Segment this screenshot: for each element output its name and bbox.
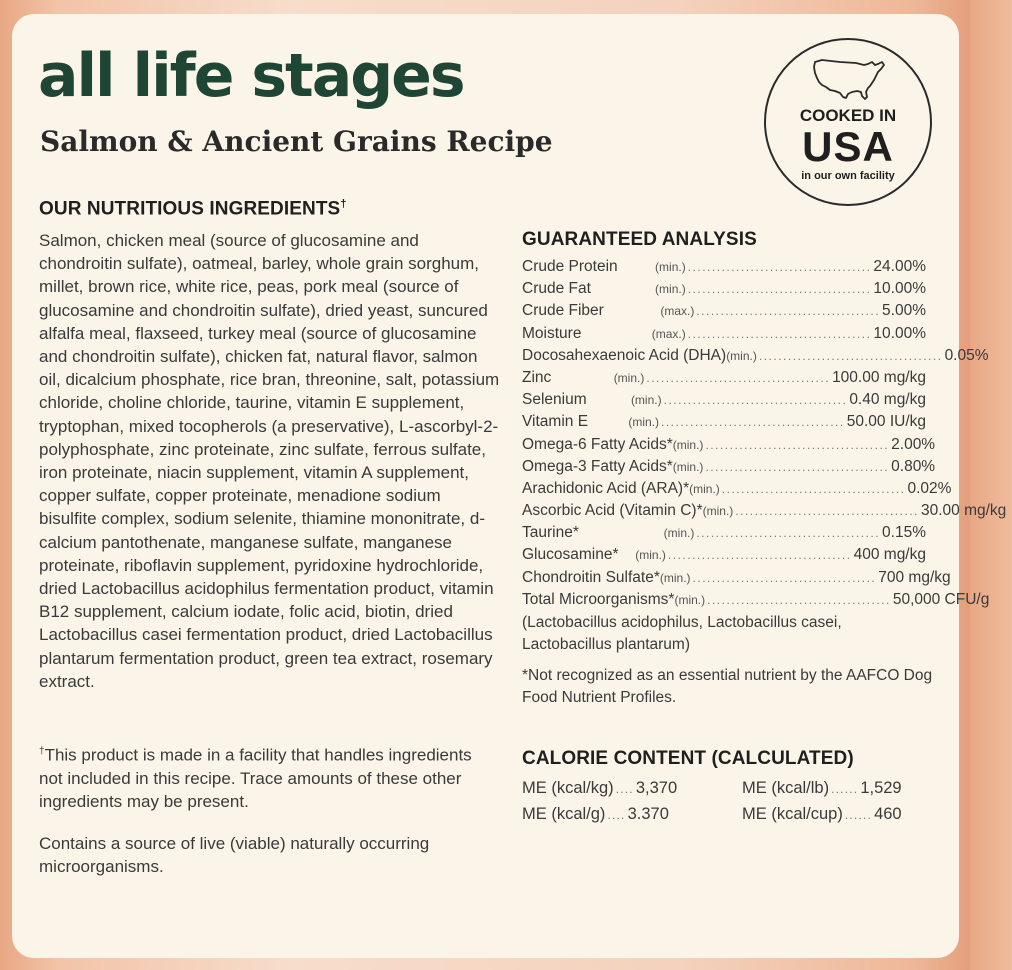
nutrient-value: 0.40 mg/kg — [849, 391, 926, 409]
analysis-row — [522, 258, 932, 280]
analysis-row — [522, 369, 932, 391]
leader-dots: ...................................... — [705, 459, 890, 474]
microorganisms-note: (Lactobacillus acidophilus, Lactobacillus casei, Lactobacillus plantarum) — [522, 614, 842, 653]
aafco-note: *Not recognized as an essential nutrient by the AAFCO Dog Food Nutrient Profiles. — [522, 667, 933, 706]
nutrient-value: 700 mg/kg — [878, 568, 951, 586]
recipe-subtitle: Salmon & Ancient Grains Recipe — [40, 125, 553, 158]
ingredients-heading — [39, 198, 347, 220]
nutrient-value: 10.00% — [873, 324, 926, 342]
leader-dots: ...................................... — [663, 393, 848, 408]
leader-dots: .... — [615, 782, 634, 796]
probiotic-note: Contains a source of live (viable) naturally occurring microorganisms. — [39, 834, 430, 877]
leader-dots: ...................................... — [687, 260, 872, 274]
nutrient-qualifier: (min.) — [663, 526, 695, 541]
leader-dots: ...................................... — [692, 570, 877, 585]
nutrient-value: 0.02% — [907, 479, 952, 497]
nutrient-name: Total Microorganisms* — [522, 590, 675, 608]
calorie-table — [522, 779, 932, 831]
nutrient-qualifier: (max.) — [660, 304, 695, 319]
calorie-label: ME (kcal/kg) — [522, 779, 614, 797]
dagger-mark: † — [39, 746, 45, 757]
analysis-row — [522, 435, 936, 458]
analysis-row — [522, 546, 932, 568]
nutrient-name: Glucosamine* — [522, 546, 619, 564]
calorie-value: 3,370 — [635, 779, 678, 797]
nutrient-qualifier: (min.) — [672, 437, 704, 452]
analysis-row — [522, 302, 932, 324]
leader-dots: ...................................... — [661, 415, 845, 430]
nutrient-name: Chondroitin Sulfate* — [522, 568, 660, 586]
leader-dots: ...................................... — [696, 526, 881, 541]
cooked-in-usa-badge — [764, 38, 932, 206]
nutrient-value: 30.00 mg/kg — [920, 502, 1007, 520]
analysis-row — [522, 280, 932, 302]
calorie-cell — [522, 805, 742, 831]
leader-dots: ...................................... — [687, 326, 872, 341]
ingredients-heading-text: OUR NUTRITIOUS INGREDIENTS — [39, 198, 341, 220]
leader-dots: .... — [607, 808, 626, 822]
leader-dots: ...................................... — [696, 304, 881, 319]
nutrient-value: 10.00% — [873, 280, 926, 298]
nutrient-name: Zinc — [522, 368, 552, 386]
leader-dots: ...................................... — [707, 592, 891, 607]
calorie-value: 460 — [874, 805, 902, 823]
analysis-row — [522, 502, 1007, 524]
nutrient-qualifier: (min.) — [635, 548, 666, 563]
calorie-label: ME (kcal/cup) — [742, 805, 843, 823]
calorie-cell — [742, 779, 932, 805]
nutrient-qualifier: (min.) — [672, 459, 704, 474]
calorie-heading: CALORIE CONTENT (CALCULATED) — [522, 748, 854, 769]
calorie-cell — [522, 779, 742, 805]
page-title: all life stages — [38, 41, 464, 111]
nutrient-qualifier: (min.) — [674, 592, 706, 607]
analysis-row — [522, 590, 990, 613]
nutrient-qualifier: (min.) — [702, 504, 734, 519]
calorie-label: ME (kcal/lb) — [742, 779, 830, 797]
leader-dots: ...................................... — [735, 504, 919, 519]
nutrient-qualifier: (min.) — [689, 481, 720, 496]
leader-dots: ...................................... — [646, 370, 831, 385]
leader-dots: ...... — [831, 782, 859, 796]
nutrient-value: 5.00% — [882, 302, 926, 320]
nutrient-name: Vitamin E — [522, 413, 589, 431]
nutrient-value: 0.80% — [891, 457, 936, 475]
leader-dots: ...................................... — [687, 282, 872, 297]
analysis-row — [522, 524, 932, 546]
nutrient-name: Omega-6 Fatty Acids* — [522, 435, 673, 453]
analysis-row — [522, 568, 951, 591]
facility-note — [39, 740, 489, 813]
analysis-heading: GUARANTEED ANALYSIS — [522, 229, 757, 250]
leader-dots: ...................................... — [705, 437, 890, 452]
analysis-row — [522, 391, 932, 413]
analysis-row — [522, 346, 989, 369]
nutrient-value: 50,000 CFU/g — [892, 590, 990, 608]
leader-dots: ...................................... — [758, 348, 943, 363]
nutrient-name: Omega-3 Fatty Acids* — [522, 457, 673, 475]
nutrient-qualifier: (max.) — [651, 326, 686, 341]
nutrient-name: Crude Fiber — [522, 302, 604, 320]
nutrient-name: Crude Protein — [522, 258, 618, 275]
nutrient-qualifier: (min.) — [613, 370, 645, 385]
calorie-value: 1,529 — [860, 779, 902, 797]
calorie-cell — [742, 805, 932, 831]
calorie-value: 3.370 — [627, 805, 669, 823]
usa-map-icon — [812, 56, 888, 102]
analysis-row — [522, 413, 932, 435]
nutrient-qualifier: (min.) — [655, 260, 686, 274]
nutrient-name: Selenium — [522, 391, 587, 409]
analysis-row — [522, 325, 932, 347]
leader-dots: ...................................... — [667, 548, 852, 563]
nutrient-value: 50.00 IU/kg — [846, 413, 926, 431]
guaranteed-analysis-table — [522, 258, 1007, 613]
calorie-row — [522, 805, 932, 831]
leader-dots: ...... — [844, 808, 873, 822]
nutrient-qualifier: (min.) — [659, 570, 691, 585]
ingredients-list: Salmon, chicken meal (source of glucosamine and chondroitin sulfate), oatmeal, barley, whole grain sorghum, millet, brown rice, white rice, peas, pork meal (source of glucosamine and chondroitin sulfate), dried yeast, suncured alfalfa meal, flaxseed, turkey meal (source of glucosamine and chondroitin sulfate), chicken fat, natural flavor, salmon oil, dicalcium phosphate, rice bran, threonine, salt, potassium chloride, choline chloride, taurine, vitamin E supplement, tryptophan, mixed tocopherols (a preservative), L-ascorbyl-2-polyphosphate, zinc proteinate, zinc sulfate, ferrous sulfate, iron proteinate, niacin supplement, vitamin A supplement, copper sulfate, copper proteinate, menadione sodium bisulfite complex, sodium selenite, thiamine mononitrate, d-calcium pantothenate, manganese sulfate, manganese proteinate, riboflavin supplement, pyridoxine hydrochloride, dried Lactobacillus acidophilus fermentation product, vitamin B12 supplement, calcium iodate, folic acid, biotin, dried Lactobacillus casei fermentation product, dried Lactobacillus plantarum fermentation product, green tea extract, rosemary extract. — [39, 231, 500, 691]
analysis-row — [522, 457, 936, 480]
nutrient-name: Taurine* — [522, 524, 579, 542]
nutrient-value: 400 mg/kg — [853, 546, 926, 564]
nutrient-name: Moisture — [522, 324, 582, 342]
nutrient-value: 0.05% — [944, 346, 989, 364]
nutrient-qualifier: (min.) — [628, 415, 660, 430]
badge-line-1: COOKED IN — [799, 106, 897, 125]
nutrient-name: Crude Fat — [522, 280, 591, 298]
badge-line-2: USA — [802, 123, 894, 170]
nutrient-value: 2.00% — [891, 435, 936, 453]
dagger-mark: † — [340, 198, 347, 210]
analysis-row — [522, 479, 952, 502]
nutrient-qualifier: (min.) — [630, 393, 662, 408]
nutrient-value: 100.00 mg/kg — [832, 368, 926, 386]
nutrient-value: 24.00% — [873, 258, 926, 275]
calorie-label: ME (kcal/g) — [522, 805, 606, 823]
nutrient-qualifier: (min.) — [726, 348, 757, 363]
facility-note-text: This product is made in a facility that handles ingredients not included in this recipe. Trace amounts of these other ingredients may be present. — [39, 745, 472, 812]
badge-line-3: in our own facility — [801, 170, 895, 182]
leader-dots: ...................................... — [721, 481, 906, 496]
nutrient-name: Ascorbic Acid (Vitamin C)* — [522, 502, 703, 520]
nutrient-value: 0.15% — [882, 524, 926, 542]
calorie-row — [522, 779, 932, 805]
nutrient-qualifier: (min.) — [655, 282, 686, 297]
nutrient-name: Docosahexaenoic Acid (DHA) — [522, 346, 727, 364]
nutrient-name: Arachidonic Acid (ARA)* — [522, 479, 690, 497]
